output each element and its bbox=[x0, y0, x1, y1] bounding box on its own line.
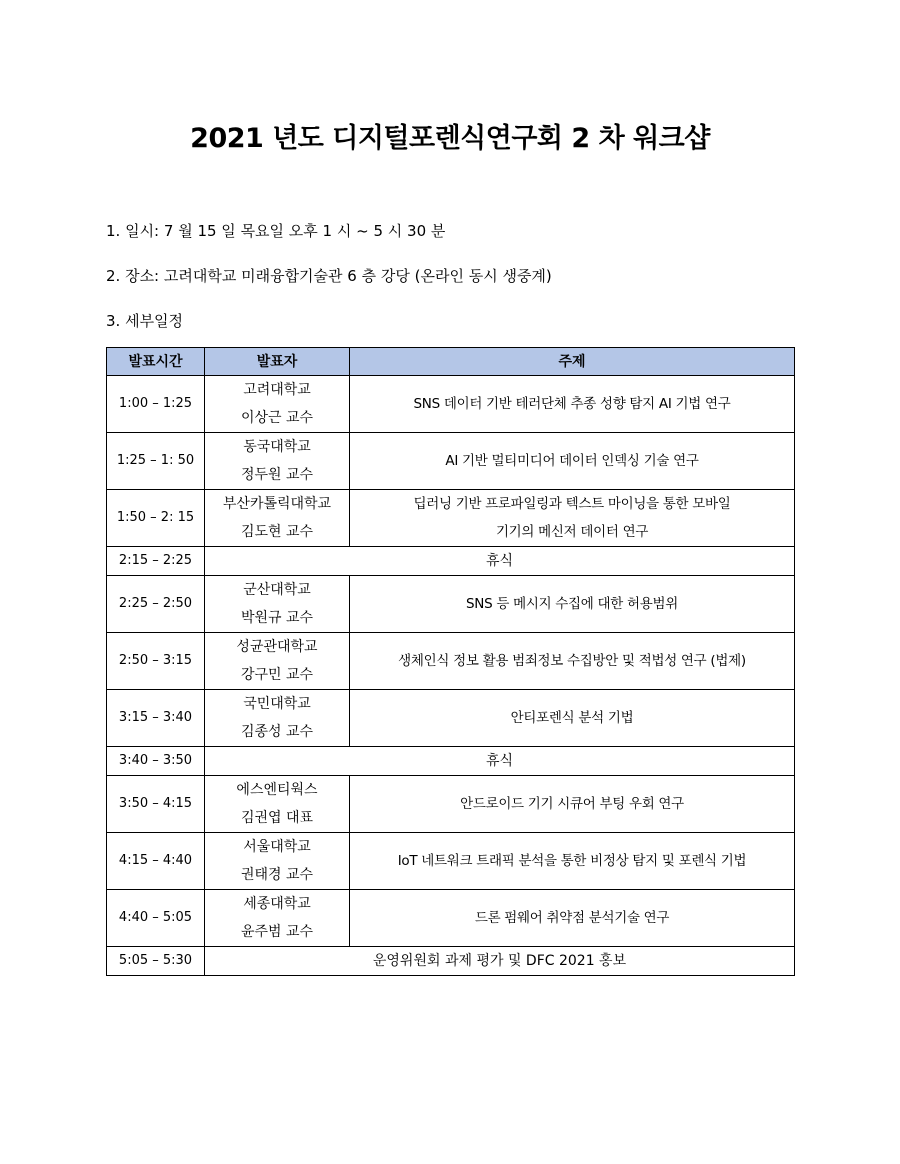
time-cell: 1:00 – 1:25 bbox=[107, 376, 205, 433]
table-row bbox=[107, 433, 795, 490]
topic-cell bbox=[350, 376, 795, 433]
time-cell: 5:05 – 5:30 bbox=[107, 947, 205, 976]
presenter-org: 에스엔티웍스 bbox=[236, 782, 318, 798]
presenter-name: 김권엽 대표 bbox=[240, 810, 314, 826]
table-row bbox=[107, 776, 795, 833]
topic-line: AI 기반 멀티미디어 데이터 인덱싱 기술 연구 bbox=[445, 453, 699, 469]
schedule-table bbox=[106, 347, 795, 976]
table-row bbox=[107, 690, 795, 747]
topic-cell bbox=[350, 776, 795, 833]
presenter-name: 박원규 교수 bbox=[240, 610, 314, 626]
table-row bbox=[107, 633, 795, 690]
presenter-org: 고려대학교 bbox=[243, 382, 311, 398]
presenter-name: 이상근 교수 bbox=[240, 410, 314, 426]
presenter-org: 서울대학교 bbox=[243, 839, 311, 855]
presenter-org: 성균관대학교 bbox=[236, 639, 318, 655]
time-cell: 3:40 – 3:50 bbox=[107, 747, 205, 776]
topic-line: SNS 데이터 기반 테러단체 추종 성향 탐지 AI 기법 연구 bbox=[413, 396, 731, 412]
time-cell: 4:40 – 5:05 bbox=[107, 890, 205, 947]
presenter-cell bbox=[205, 633, 350, 690]
header-time: 발표시간 bbox=[107, 348, 205, 376]
presenter-name: 김종성 교수 bbox=[240, 724, 314, 740]
topic-line: 안드로이드 기기 시큐어 부팅 우회 연구 bbox=[460, 796, 684, 812]
topic-line: 딥러닝 기반 프로파일링과 텍스트 마이닝을 통한 모바일 bbox=[413, 496, 731, 512]
topic-line: 드론 펌웨어 취약점 분석기술 연구 bbox=[474, 910, 670, 926]
topic-line: 기기의 메신저 데이터 연구 bbox=[495, 524, 649, 540]
table-row-break bbox=[107, 547, 795, 576]
table-row bbox=[107, 490, 795, 547]
presenter-cell bbox=[205, 490, 350, 547]
time-cell: 2:15 – 2:25 bbox=[107, 547, 205, 576]
presenter-cell bbox=[205, 576, 350, 633]
presenter-cell bbox=[205, 433, 350, 490]
table-row-closing bbox=[107, 947, 795, 976]
time-cell: 1:25 – 1: 50 bbox=[107, 433, 205, 490]
topic-cell bbox=[350, 576, 795, 633]
presenter-name: 권태경 교수 bbox=[240, 867, 314, 883]
topic-line: SNS 등 메시지 수집에 대한 허용범위 bbox=[466, 596, 678, 612]
presenter-org: 군산대학교 bbox=[243, 582, 311, 598]
table-row bbox=[107, 833, 795, 890]
time-cell: 4:15 – 4:40 bbox=[107, 833, 205, 890]
time-cell: 3:50 – 4:15 bbox=[107, 776, 205, 833]
closing-cell: 운영위원회 과제 평가 및 DFC 2021 홍보 bbox=[205, 947, 795, 976]
info-schedule-heading: 3. 세부일정 bbox=[106, 312, 184, 330]
info-date: 1. 일시: 7 월 15 일 목요일 오후 1 시 ~ 5 시 30 분 bbox=[106, 222, 446, 240]
topic-cell bbox=[350, 890, 795, 947]
topic-line: 안티포렌식 분석 기법 bbox=[510, 710, 634, 726]
table-row bbox=[107, 890, 795, 947]
presenter-name: 정두원 교수 bbox=[240, 467, 314, 483]
table-row-break bbox=[107, 747, 795, 776]
time-cell: 2:50 – 3:15 bbox=[107, 633, 205, 690]
document-title: 2021 년도 디지털포렌식연구회 2 차 워크샵 bbox=[190, 123, 710, 154]
presenter-org: 세종대학교 bbox=[243, 896, 311, 912]
time-cell: 1:50 – 2: 15 bbox=[107, 490, 205, 547]
presenter-cell bbox=[205, 376, 350, 433]
topic-cell bbox=[350, 690, 795, 747]
break-cell: 휴식 bbox=[205, 747, 795, 776]
table-row bbox=[107, 576, 795, 633]
presenter-cell bbox=[205, 890, 350, 947]
presenter-name: 김도현 교수 bbox=[240, 524, 314, 540]
presenter-org: 동국대학교 bbox=[243, 439, 311, 455]
presenter-cell bbox=[205, 833, 350, 890]
presenter-name: 강구민 교수 bbox=[240, 667, 314, 683]
topic-cell bbox=[350, 633, 795, 690]
info-location: 2. 장소: 고려대학교 미래융합기술관 6 층 강당 (온라인 동시 생중계) bbox=[106, 267, 552, 285]
presenter-name: 윤주범 교수 bbox=[240, 924, 314, 940]
break-cell: 휴식 bbox=[205, 547, 795, 576]
presenter-org: 국민대학교 bbox=[243, 696, 311, 712]
presenter-cell bbox=[205, 690, 350, 747]
table-row bbox=[107, 376, 795, 433]
table-header-row bbox=[107, 348, 795, 376]
presenter-org: 부산카톨릭대학교 bbox=[222, 496, 332, 512]
presenter-cell bbox=[205, 776, 350, 833]
header-presenter: 발표자 bbox=[205, 348, 350, 376]
topic-line: IoT 네트워크 트래픽 분석을 통한 비정상 탐지 및 포렌식 기법 bbox=[397, 853, 747, 869]
topic-line: 생체인식 정보 활용 범죄정보 수집방안 및 적법성 연구 (법제) bbox=[398, 653, 746, 669]
time-cell: 3:15 – 3:40 bbox=[107, 690, 205, 747]
topic-cell bbox=[350, 433, 795, 490]
topic-cell bbox=[350, 833, 795, 890]
time-cell: 2:25 – 2:50 bbox=[107, 576, 205, 633]
header-topic: 주제 bbox=[350, 348, 795, 376]
topic-cell bbox=[350, 490, 795, 547]
